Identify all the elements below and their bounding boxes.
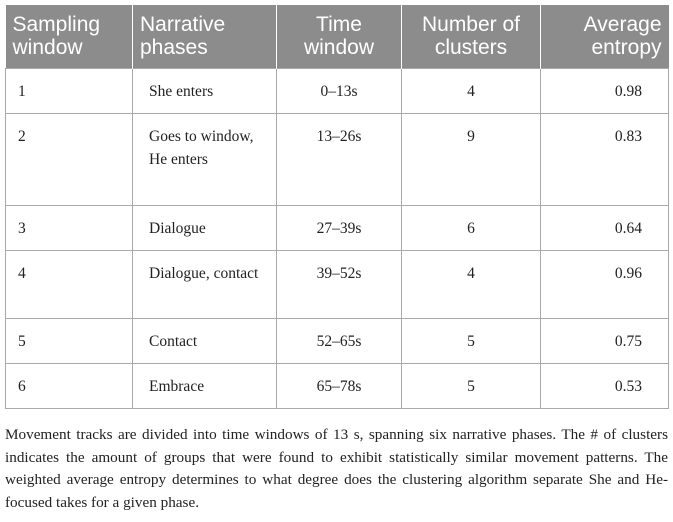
- cell-number-of-clusters: 9: [402, 113, 541, 205]
- cell-narrative-phase: She enters: [133, 68, 277, 113]
- cell-number-of-clusters: 5: [402, 363, 541, 408]
- cell-time-window: 39–52s: [277, 250, 402, 318]
- data-table: [5, 5, 669, 409]
- cell-average-entropy: 0.98: [541, 68, 669, 113]
- cell-narrative-phase: Goes to window, He enters: [133, 113, 277, 205]
- cell-sampling-window: 5: [6, 318, 133, 363]
- header-average-entropy: Average entropy: [541, 5, 669, 68]
- cell-time-window: 13–26s: [277, 113, 402, 205]
- cell-narrative-phase: Dialogue, contact: [133, 250, 277, 318]
- cell-average-entropy: 0.83: [541, 113, 669, 205]
- cell-time-window: 27–39s: [277, 205, 402, 250]
- cell-narrative-phase: Embrace: [133, 363, 277, 408]
- data-table-container: [5, 5, 668, 409]
- table-row: [6, 205, 669, 250]
- cell-average-entropy: 0.75: [541, 318, 669, 363]
- table-row: [6, 318, 669, 363]
- cell-number-of-clusters: 4: [402, 250, 541, 318]
- cell-sampling-window: 6: [6, 363, 133, 408]
- cell-number-of-clusters: 4: [402, 68, 541, 113]
- cell-sampling-window: 3: [6, 205, 133, 250]
- cell-average-entropy: 0.96: [541, 250, 669, 318]
- cell-narrative-phase: Dialogue: [133, 205, 277, 250]
- table-caption: Movement tracks are divided into time windows of 13 s, spanning six narrative phases. The # of clusters indicates the amount of groups that were found to exhibit statistically similar movement patterns. The weighted average entropy determines to what degree does the clustering algorithm separate She and He-focused takes for a given phase.: [5, 426, 668, 511]
- cell-average-entropy: 0.64: [541, 205, 669, 250]
- header-number-of-clusters: Number of clusters: [402, 5, 541, 68]
- cell-number-of-clusters: 6: [402, 205, 541, 250]
- table-row: [6, 113, 669, 205]
- cell-sampling-window: 1: [6, 68, 133, 113]
- table-row: [6, 68, 669, 113]
- table-row: [6, 363, 669, 408]
- cell-narrative-phase: Contact: [133, 318, 277, 363]
- cell-sampling-window: 2: [6, 113, 133, 205]
- cell-sampling-window: 4: [6, 250, 133, 318]
- table-row: [6, 250, 669, 318]
- header-sampling-window: Sampling window: [6, 5, 133, 68]
- cell-time-window: 52–65s: [277, 318, 402, 363]
- header-narrative-phases: Narrative phases: [133, 5, 277, 68]
- cell-time-window: 65–78s: [277, 363, 402, 408]
- table-header-row: [6, 5, 669, 68]
- header-time-window: Time window: [277, 5, 402, 68]
- cell-average-entropy: 0.53: [541, 363, 669, 408]
- cell-number-of-clusters: 5: [402, 318, 541, 363]
- cell-time-window: 0–13s: [277, 68, 402, 113]
